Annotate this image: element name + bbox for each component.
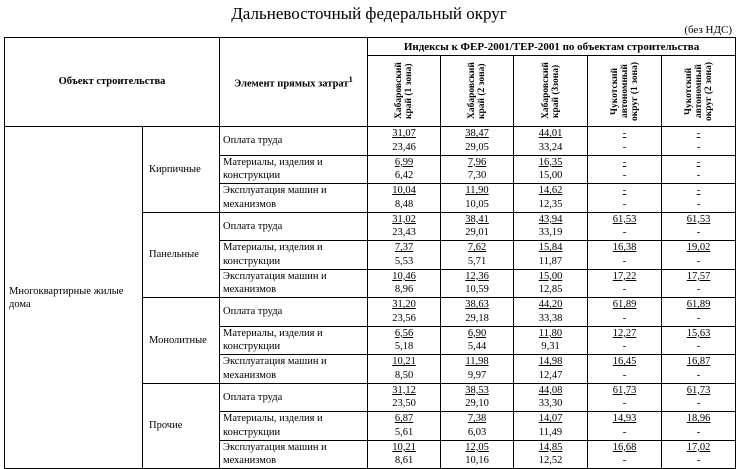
index-value-bottom: 10,05	[465, 198, 489, 210]
region-header: Чукотский автономный округ (2 зона)	[662, 56, 736, 127]
cost-element: Эксплуатация машин и механизмов	[220, 269, 368, 298]
index-value-top: 38,63	[465, 299, 489, 311]
index-cell	[368, 440, 441, 469]
index-cell	[514, 383, 588, 412]
index-cell	[662, 383, 736, 412]
index-value-top: 61,53	[686, 213, 711, 225]
index-value-bottom: 6,03	[467, 426, 487, 438]
index-value-bottom: 8,61	[394, 455, 414, 467]
index-value-top: 16,68	[612, 441, 637, 453]
cost-element: Оплата труда	[220, 127, 368, 156]
index-value-bottom: -	[696, 255, 701, 267]
index-value-bottom: -	[696, 198, 701, 210]
index-value-bottom: 5,71	[467, 255, 487, 267]
index-cell	[514, 127, 588, 156]
index-value-top: 14,85	[538, 441, 563, 453]
index-value-bottom: -	[622, 198, 627, 210]
index-value-bottom: 6,42	[394, 170, 414, 182]
index-value-top: 12,36	[465, 270, 489, 282]
index-value-bottom: -	[622, 369, 627, 381]
index-cell	[514, 355, 588, 384]
building-type: Кирпичные	[143, 127, 220, 213]
index-value-top: 38,53	[465, 384, 489, 396]
index-value-bottom: -	[696, 398, 701, 410]
region-header: Хабаровский край (2 зона)	[441, 56, 514, 127]
index-value-top: 6,90	[467, 327, 487, 339]
index-cell	[441, 127, 514, 156]
cost-element: Материалы, изделия и конструкции	[220, 155, 368, 184]
index-value-bottom: 5,53	[394, 255, 414, 267]
index-value-bottom: 29,18	[465, 312, 489, 324]
index-value-bottom: 5,61	[394, 426, 414, 438]
index-cell	[441, 298, 514, 327]
index-cell	[662, 326, 736, 355]
index-value-top: 31,20	[392, 299, 416, 311]
index-value-top: 10,21	[392, 441, 416, 453]
index-value-top: 14,07	[538, 413, 563, 425]
index-cell	[514, 212, 588, 241]
index-value-top: 10,21	[392, 356, 416, 368]
index-value-bottom: -	[622, 455, 627, 467]
index-value-top: 16,87	[686, 356, 711, 368]
index-value-top: 16,45	[612, 356, 637, 368]
index-value-top: 31,12	[392, 384, 416, 396]
index-value-bottom: -	[622, 170, 627, 182]
index-cell	[662, 184, 736, 213]
index-value-top: 10,04	[392, 185, 416, 197]
index-value-bottom: 33,19	[538, 227, 563, 239]
index-cell	[662, 298, 736, 327]
index-value-top: 15,63	[686, 327, 711, 339]
index-value-bottom: 33,30	[538, 398, 563, 410]
index-value-top: 14,93	[612, 413, 637, 425]
cost-element: Материалы, изделия и конструкции	[220, 326, 368, 355]
index-value-top: 12,05	[465, 441, 489, 453]
index-value-top: 6,56	[394, 327, 414, 339]
index-value-top: -	[696, 156, 701, 168]
index-cell	[441, 241, 514, 270]
index-value-top: 6,99	[394, 156, 414, 168]
index-cell	[514, 155, 588, 184]
index-value-top: 61,73	[686, 384, 711, 396]
index-value-bottom: -	[696, 426, 701, 438]
index-value-top: 16,38	[612, 242, 637, 254]
building-type: Панельные	[143, 212, 220, 298]
index-value-top: 31,02	[392, 213, 416, 225]
building-type: Монолитные	[143, 298, 220, 384]
index-cell	[588, 155, 662, 184]
index-value-top: 61,89	[612, 299, 637, 311]
index-value-bottom: -	[622, 426, 627, 438]
index-value-bottom: 23,50	[392, 398, 416, 410]
index-value-bottom: 10,59	[465, 284, 489, 296]
index-value-top: 15,84	[538, 242, 563, 254]
index-cell	[441, 412, 514, 441]
index-cell	[588, 184, 662, 213]
region-header: Чукотский автономный округ (1 зона)	[588, 56, 662, 127]
index-cell	[441, 326, 514, 355]
index-cell	[368, 355, 441, 384]
index-value-bottom: 12,47	[538, 369, 563, 381]
index-cell	[368, 212, 441, 241]
index-value-bottom: 8,50	[394, 369, 414, 381]
cost-element: Материалы, изделия и конструкции	[220, 241, 368, 270]
page-title: Дальневосточный федеральный округ	[231, 4, 507, 23]
index-cell	[441, 383, 514, 412]
index-cell	[588, 326, 662, 355]
index-cell	[588, 355, 662, 384]
index-value-bottom: -	[696, 141, 701, 153]
index-cell	[514, 326, 588, 355]
index-value-bottom: -	[622, 227, 627, 239]
index-value-top: 18,96	[686, 413, 711, 425]
index-cell	[588, 412, 662, 441]
index-value-top: 10,46	[392, 270, 416, 282]
index-value-top: 11,98	[465, 356, 489, 368]
index-value-bottom: 23,56	[392, 312, 416, 324]
index-cell	[368, 184, 441, 213]
index-cell	[662, 269, 736, 298]
header-element-footnote: 1	[348, 74, 353, 85]
index-cell	[662, 355, 736, 384]
index-value-top: 14,62	[538, 185, 563, 197]
index-value-top: 38,47	[465, 128, 489, 140]
index-cell	[662, 127, 736, 156]
index-value-bottom: -	[696, 455, 701, 467]
index-value-bottom: -	[696, 369, 701, 381]
index-cell	[368, 155, 441, 184]
index-cell	[662, 241, 736, 270]
index-value-top: 44,08	[538, 384, 563, 396]
header-indices: Индексы к ФЕР-2001/ТЕР-2001 по объектам строительства	[368, 38, 736, 56]
index-value-bottom: 29,10	[465, 398, 489, 410]
index-value-top: 19,02	[686, 242, 711, 254]
cost-element: Эксплуатация машин и механизмов	[220, 440, 368, 469]
index-value-bottom: 11,49	[538, 426, 563, 438]
cost-element: Оплата труда	[220, 298, 368, 327]
index-cell	[588, 212, 662, 241]
index-value-top: 7,37	[394, 242, 414, 254]
index-value-bottom: -	[622, 284, 627, 296]
index-value-top: 38,41	[465, 213, 489, 225]
index-value-bottom: -	[622, 398, 627, 410]
index-value-top: 61,53	[612, 213, 637, 225]
index-cell	[514, 241, 588, 270]
index-cell	[588, 269, 662, 298]
index-value-top: 17,02	[686, 441, 711, 453]
index-cell	[441, 212, 514, 241]
index-value-bottom: -	[696, 341, 701, 353]
index-value-top: -	[622, 185, 627, 197]
index-cell	[662, 212, 736, 241]
index-value-top: -	[622, 156, 627, 168]
index-value-top: 7,96	[467, 156, 487, 168]
header-element	[220, 38, 368, 127]
index-value-bottom: -	[696, 284, 701, 296]
index-value-bottom: 29,01	[465, 227, 489, 239]
index-value-bottom: 33,24	[538, 141, 563, 153]
index-value-top: 31,07	[392, 128, 416, 140]
index-value-bottom: 10,16	[465, 455, 489, 467]
index-cell	[441, 269, 514, 298]
index-cell	[368, 383, 441, 412]
index-value-top: -	[696, 128, 701, 140]
index-cell	[441, 155, 514, 184]
index-cell	[662, 440, 736, 469]
index-value-bottom: 12,85	[538, 284, 563, 296]
index-cell	[368, 241, 441, 270]
index-cell	[368, 326, 441, 355]
index-cell	[588, 383, 662, 412]
table-body	[5, 127, 736, 469]
index-value-bottom: 5,44	[467, 341, 487, 353]
header-element-label: Элемент прямых затрат	[234, 78, 349, 90]
index-value-bottom: 11,87	[538, 255, 563, 267]
region-header: Хабаровский край (1 зона)	[368, 56, 441, 127]
index-value-bottom: 23,43	[392, 227, 416, 239]
index-value-top: 6,87	[394, 413, 414, 425]
index-value-top: 16,35	[538, 156, 563, 168]
index-cell	[514, 412, 588, 441]
index-value-top: 61,73	[612, 384, 637, 396]
index-value-top: 7,38	[467, 413, 487, 425]
index-cell	[441, 440, 514, 469]
index-value-bottom: 29,05	[465, 141, 489, 153]
vat-note: (без НДС)	[684, 24, 732, 36]
index-cell	[441, 184, 514, 213]
index-value-bottom: 9,31	[541, 341, 560, 353]
cost-element: Оплата труда	[220, 212, 368, 241]
index-value-bottom: -	[622, 312, 627, 324]
index-value-bottom: 7,30	[467, 170, 487, 182]
indices-table	[4, 37, 736, 469]
index-value-bottom: 8,96	[394, 284, 414, 296]
index-cell	[514, 269, 588, 298]
index-value-top: 11,90	[465, 185, 489, 197]
index-value-bottom: 9,97	[467, 369, 487, 381]
index-cell	[368, 127, 441, 156]
index-value-top: -	[696, 185, 701, 197]
object-name: Многоквартирные жилые дома	[5, 127, 143, 469]
index-value-bottom: 23,46	[392, 141, 416, 153]
index-value-bottom: 15,00	[538, 170, 563, 182]
index-value-top: 17,57	[686, 270, 711, 282]
index-value-bottom: -	[696, 170, 701, 182]
index-value-bottom: -	[696, 312, 701, 324]
index-cell	[588, 241, 662, 270]
index-cell	[368, 298, 441, 327]
index-value-bottom: 5,18	[394, 341, 414, 353]
index-value-bottom: 12,35	[538, 198, 563, 210]
header-object: Объект строительства	[5, 38, 220, 127]
index-cell	[514, 184, 588, 213]
index-value-top: 7,62	[467, 242, 487, 254]
index-value-top: 44,20	[538, 299, 563, 311]
index-cell	[588, 127, 662, 156]
cost-element: Материалы, изделия и конструкции	[220, 412, 368, 441]
index-value-top: 61,89	[686, 299, 711, 311]
index-cell	[368, 412, 441, 441]
region-header: Хабаровский край (3зона)	[514, 56, 588, 127]
index-cell	[514, 440, 588, 469]
index-cell	[662, 155, 736, 184]
table-row	[5, 127, 736, 156]
index-cell	[662, 412, 736, 441]
building-type: Прочие	[143, 383, 220, 469]
index-value-top: 12,27	[612, 327, 637, 339]
index-value-bottom: 12,52	[538, 455, 563, 467]
index-cell	[588, 440, 662, 469]
index-value-top: 44,01	[538, 128, 563, 140]
cost-element: Оплата труда	[220, 383, 368, 412]
index-cell	[588, 298, 662, 327]
index-value-top: 11,80	[538, 327, 563, 339]
cost-element: Эксплуатация машин и механизмов	[220, 184, 368, 213]
cost-element: Эксплуатация машин и механизмов	[220, 355, 368, 384]
index-value-top: 15,00	[538, 270, 563, 282]
index-value-bottom: 33,38	[538, 312, 563, 324]
index-cell	[441, 355, 514, 384]
index-value-top: 43,94	[538, 213, 563, 225]
index-value-top: 14,98	[538, 356, 563, 368]
index-value-bottom: -	[622, 141, 627, 153]
index-cell	[514, 298, 588, 327]
index-cell	[368, 269, 441, 298]
index-value-top: 17,22	[612, 270, 637, 282]
index-value-bottom: -	[696, 227, 701, 239]
index-value-bottom: -	[622, 341, 627, 353]
index-value-bottom: 8,48	[394, 198, 414, 210]
index-value-top: -	[622, 128, 627, 140]
index-value-bottom: -	[622, 255, 627, 267]
